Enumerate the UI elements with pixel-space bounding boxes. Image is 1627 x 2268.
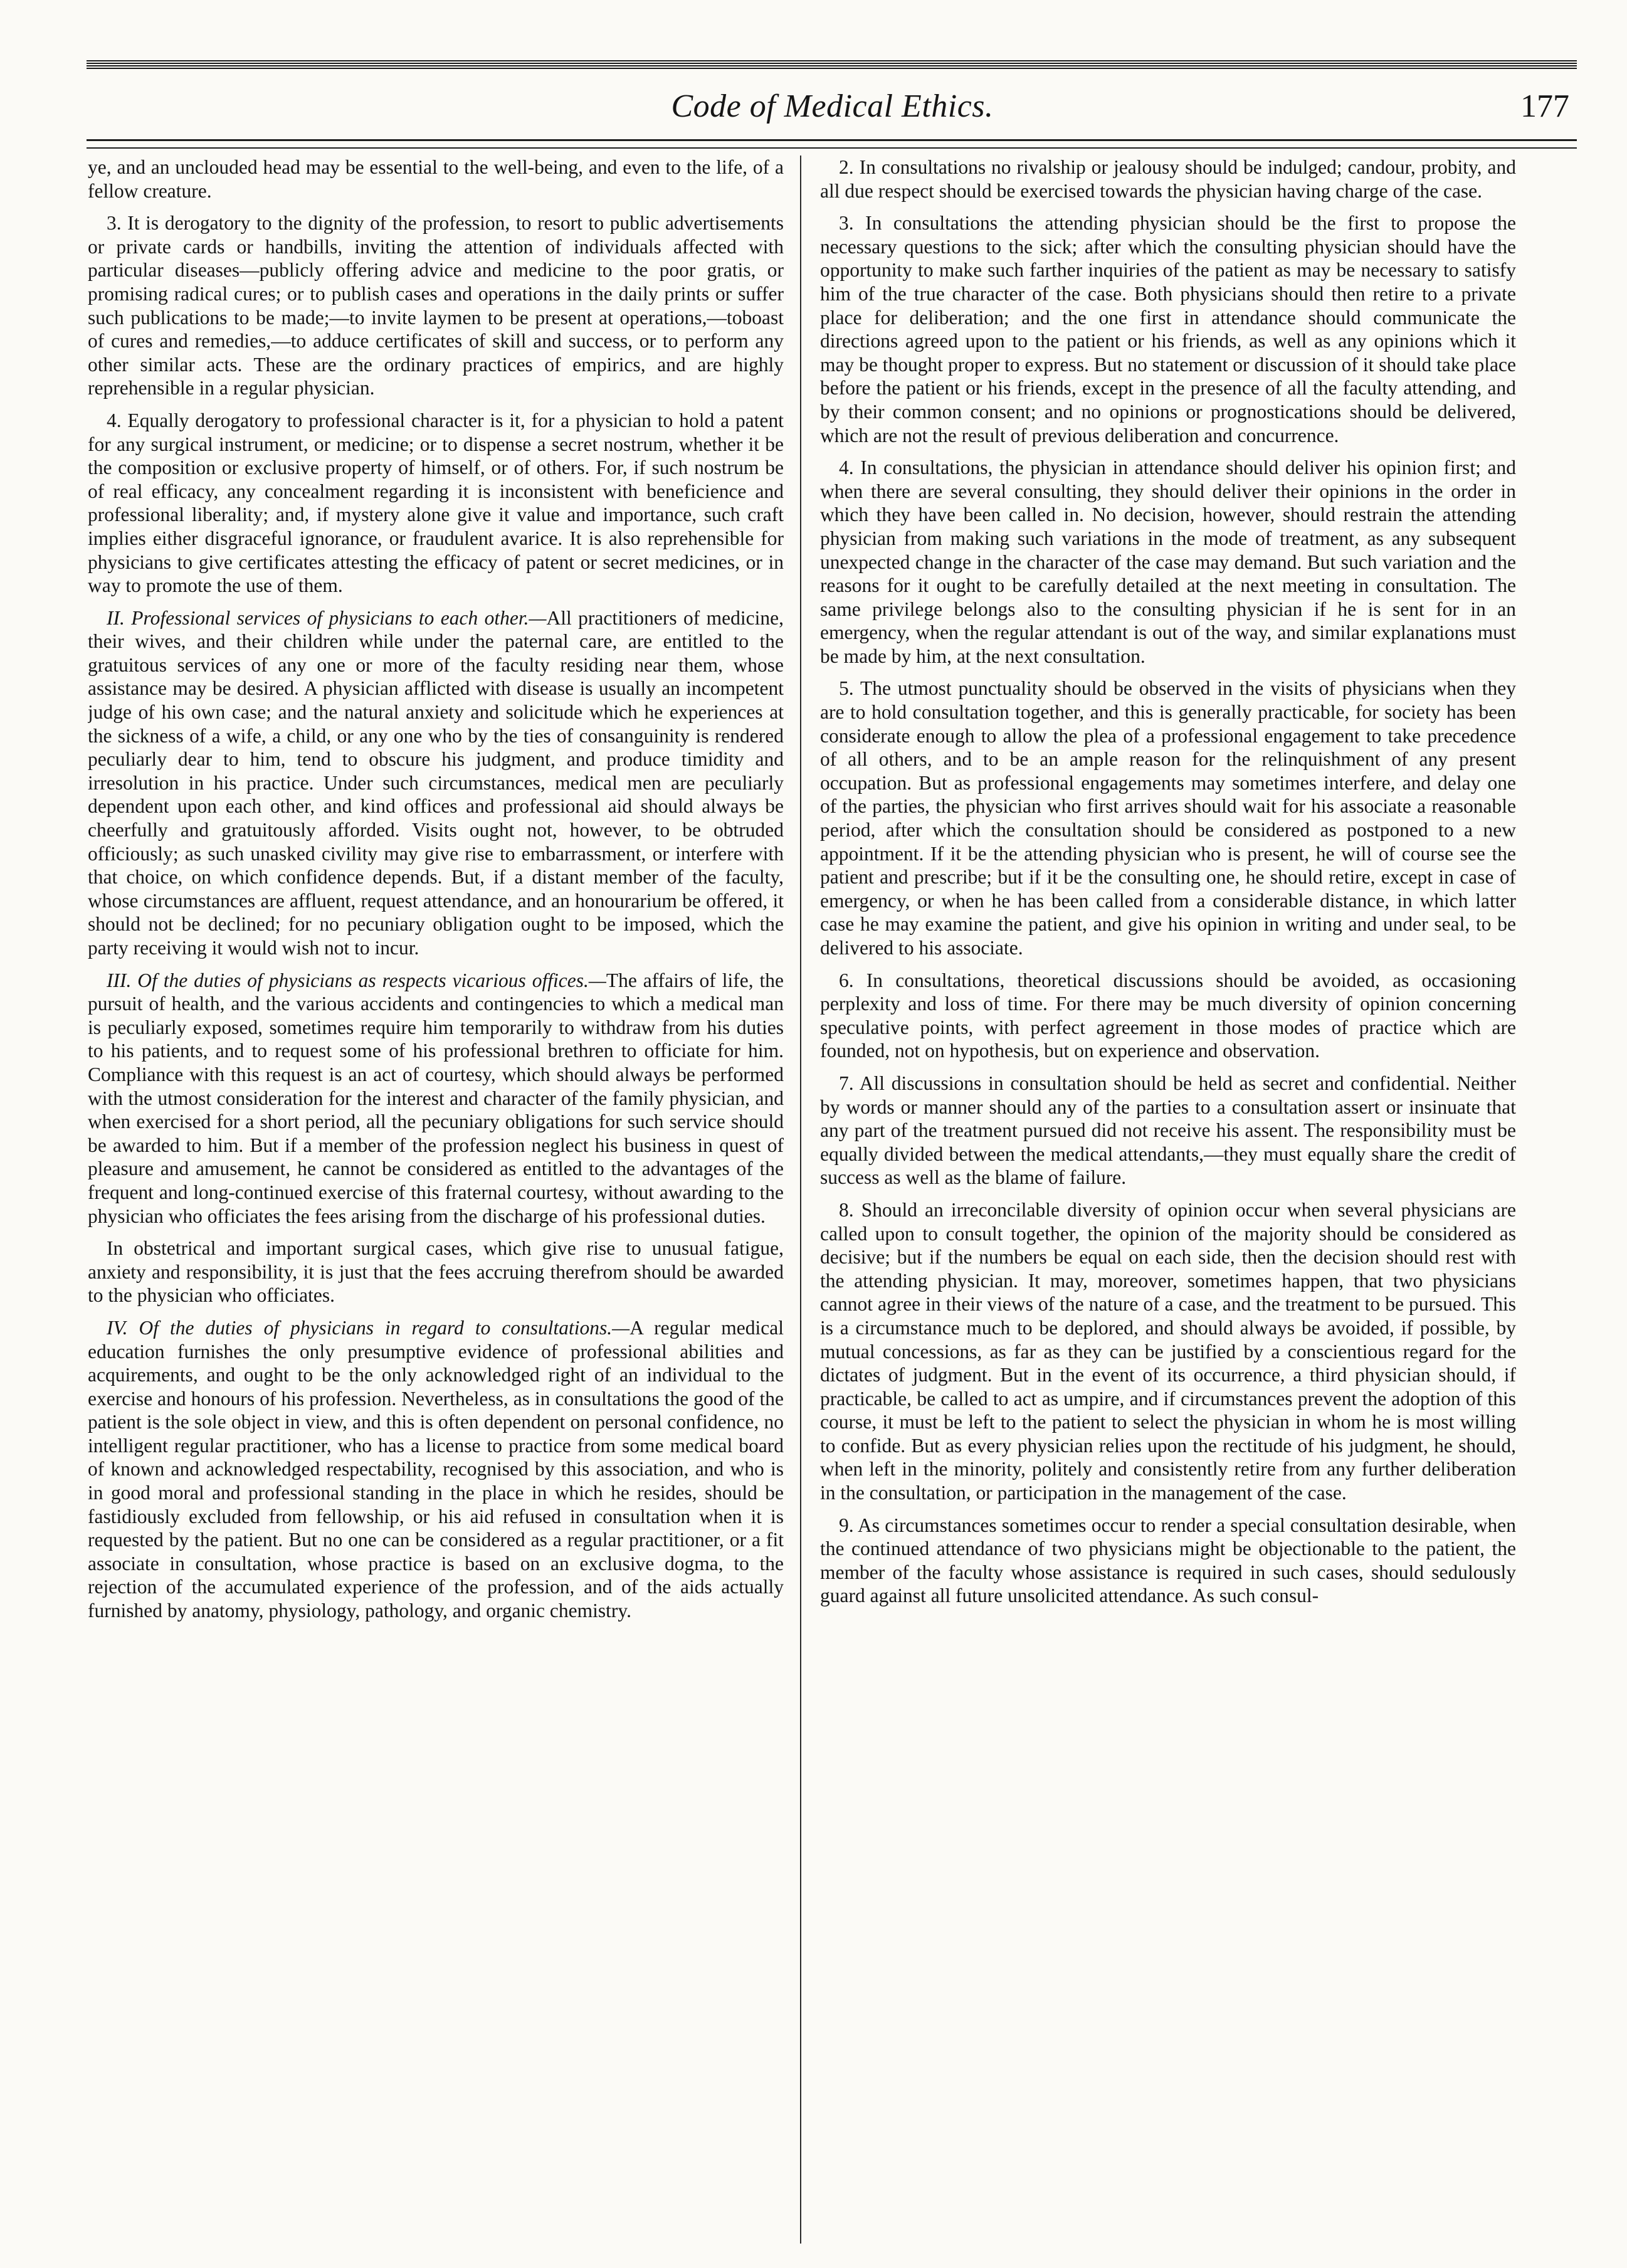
left-column xyxy=(88,156,784,2237)
section-heading: III. Of the duties of physicians as respects vicarious offices.— xyxy=(107,969,606,991)
header-rule xyxy=(87,139,1577,149)
paragraph: 9. As circumstances sometimes occur to render a special consultation desirable, when the continued attendance of two physicians might be objectionable to the patient, the member of the faculty whose assistance is required in such cases, should sedulously guard against all future unsolicited attendance. As such consul- xyxy=(820,1514,1516,1607)
paragraph: 3. In consultations the attending physician should be the first to propose the necessary questions to the sick; after which the consulting physician should have the opportunity to make such farther inquiries of the patient as may be necessary to satisfy him of the true character of the case. Both physicians should then retire to a private place for deliberation; and the one first in attendance should communicate the directions agreed upon to the patient or his friends, as well as any opinions which it may be thought proper to express. But no statement or discussion of it should take place before the patient or his friends, except in the presence of all the faculty attending, and by their common consent; and no opinions or prognostications should be delivered, which are not the result of previous deliberation and concurrence. xyxy=(820,212,1516,446)
paragraph: 2. In consultations no rivalship or jealousy should be indulged; candour, probity, and all due respect should be exercised towards the physician having charge of the case. xyxy=(820,156,1516,202)
page-number: 177 xyxy=(1520,88,1569,124)
column-divider xyxy=(800,156,801,2244)
paragraph: 6. In consultations, theoretical discussions should be avoided, as occasioning perplexity and loss of time. For there may be much diversity of opinion concerning speculative points, with perfect agreement in those modes of practice which are founded, not on hypothesis, but on experience and observation. xyxy=(820,969,1516,1062)
paragraph: In obstetrical and important surgical cases, which give rise to unusual fatigue, anxiety and responsibility, it is just that the fees accruing therefrom should be awarded to the physician who officiates. xyxy=(88,1237,784,1307)
paragraph: 7. All discussions in consultation should be held as secret and confidential. Neither by words or manner should any of the parties to a consultation assert or insinuate that any part of the treatment pursued did not receive his assent. The responsibility must be equally divided between the medical attendants,—they must equally share the credit of success as well as the blame of failure. xyxy=(820,1072,1516,1189)
page-header xyxy=(88,82,1577,132)
paragraph: 4. In consultations, the physician in attendance should deliver his opinion first; and when there are several consulting, they should deliver their opinions in the order in which they have been called in. No decision, however, should restrain the attending physician from making such variations in the mode of treatment, as any subsequent unexpected change in the character of the case may demand. But such variation and the reasons for it ought to be carefully detailed at the next meeting in consultation. The same privilege belongs also to the consulting physician if he is sent for in an emergency, when the regular attendant is out of the way, and similar explanations must be made by him, at the next consultation. xyxy=(820,456,1516,667)
paragraph: 3. It is derogatory to the dignity of the profession, to resort to public advertisements or private cards or handbills, inviting the attention of individuals affected with particular diseases—publicly offering advice and medicine to the poor gratis, or promising radical cures; or to publish cases and operations in the daily prints or suffer such publications to be made;—to invite laymen to be present at operations,—toboast of cures and remedies,—to adduce certificates of skill and success, or to perform any other similar acts. These are the ordinary practices of empirics, and are highly reprehensible in a regular physician. xyxy=(88,212,784,399)
paragraph: 4. Equally derogatory to professional character is it, for a physician to hold a patent for any surgical instrument, or medicine; or to dispense a secret nostrum, whether it be the composition or exclusive property of himself, or of others. For, if such nostrum be of real efficacy, any concealment regarding it is inconsistent with beneficience and professional liberality; and, if mystery alone give it value and importance, such craft implies either disgraceful ignorance, or fraudulent avarice. It is also reprehensible for physicians to give certificates attesting the efficacy of patent or secret medicines, or in way to promote the use of them. xyxy=(88,409,784,597)
section-paragraph xyxy=(88,969,784,1228)
paragraph: 8. Should an irreconcilable diversity of opinion occur when several physicians are called upon to consult together, the opinion of the majority should be considered as decisive; but if the numbers be equal on each side, then the decision should rest with the attending physician. It may, moreover, sometimes happen, that two physicians cannot agree in their views of the nature of a case, and the treatment to be pursued. This is a circumstance much to be deplored, and should always be avoided, if possible, by mutual concessions, as far as they can be justified by a conscientious regard for the dictates of judgment. But in the event of its occurrence, a third physician should, if practicable, be called to act as umpire, and if circumstances prevent the adoption of this course, it must be left to the patient to select the physician in whom he is most willing to confide. But as every physician relies upon the rectitude of his judgment, he should, when left in the minority, politely and consistently retire from any further deliberation in the consultation, or participation in the management of the case. xyxy=(820,1198,1516,1504)
section-heading: II. Professional services of physicians to each other.— xyxy=(107,606,547,629)
section-heading: IV. Of the duties of physicians in regard to consultations.— xyxy=(107,1316,630,1339)
section-body: The affairs of life, the pursuit of health, and the various accidents and contingencies to which a medical man is peculiarly exposed, sometimes require him temporarily to withdraw from his duties to his patients, and to request some of his professional brethren to officiate for him. Compliance with this request is an act of courtesy, which should always be performed with the utmost consideration for the interest and character of the family physician, and when exercised for a short period, all the pecuniary obligations for such service should be awarded to him. But if a member of the profession neglect his business in quest of pleasure and amusement, he cannot be considered as entitled to the advantages of the frequent and long-continued exercise of this fraternal courtesy, without awarding to the physician who officiates the fees arising from the discharge of his professional duties. xyxy=(88,969,784,1227)
section-body: A regular medical education furnishes the only presumptive evidence of professional abilities and acquirements, and ought to be the only acknowledged right of an individual to the exercise and honours of his profession. Nevertheless, as in consultations the good of the patient is the sole object in view, and this is often dependent on personal confidence, no intelligent regular practitioner, who has a license to practice from some medical board of known and acknowledged respectability, recognised by this association, and who is in good moral and professional standing in the place in which he resides, should be fastidiously excluded from fellowship, or his aid refused in consultation when it is requested by the patient. But no one can be considered as a regular practitioner, or a fit associate in consultation, whose practice is based on an exclusive dogma, to the rejection of the accumulated experience of the profession, and of the aids actually furnished by anatomy, physiology, pathology, and organic chemistry. xyxy=(88,1316,784,1622)
paragraph: 5. The utmost punctuality should be observed in the visits of physicians when they are to hold consultation together, and this is generally practicable, for society has been considerate enough to allow the plea of a professional engagement to take precedence of all others, and to be an ample reason for the relinquishment of any present occupation. But as professional engagements may sometimes interfere, and delay one of the parties, the physician who first arrives should wait for his associate a reasonable period, after which the consultation should be considered as postponed to a new appointment. If it be the attending physician who is present, he will of course see the patient and prescribe; but if it be the consulting one, he should retire, except in case of emergency, or when he has been called from a considerable distance, in which latter case he may examine the patient, and give his opinion in writing and under seal, to be delivered to his associate. xyxy=(820,677,1516,959)
section-body: All practitioners of medicine, their wives, and their children while under the paternal care, are entitled to the gratuitous services of any one or more of the faculty residing near them, whose assistance may be desired. A physician afflicted with disease is usually an incompetent judge of his own case; and the natural anxiety and solicitude which he experiences at the sickness of a wife, a child, or any one who by the ties of consanguinity is rendered peculiarly dear to him, tend to obscure his judgment, and produce timidity and irresolution in his practice. Under such circumstances, medical men are peculiarly dependent upon each other, and kind offices and professional aid should always be cheerfully and gratuitously afforded. Visits ought not, however, to be obtruded officiously; as such unasked civility may give rise to embarrassment, or interfere with that choice, on which confidence depends. But, if a distant member of the faculty, whose circumstances are affluent, request attendance, and an honourarium be offered, it should not be declined; for no pecuniary obligation ought to be imposed, which the party receiving it would wish not to incur. xyxy=(88,606,784,959)
right-column xyxy=(820,156,1516,2237)
section-paragraph xyxy=(88,1316,784,1623)
running-title: Code of Medical Ethics. xyxy=(671,88,994,124)
section-paragraph xyxy=(88,606,784,960)
top-decorative-rule xyxy=(87,60,1577,70)
paragraph: ye, and an unclouded head may be essential to the well-being, and even to the life, of a fellow creature. xyxy=(88,156,784,202)
